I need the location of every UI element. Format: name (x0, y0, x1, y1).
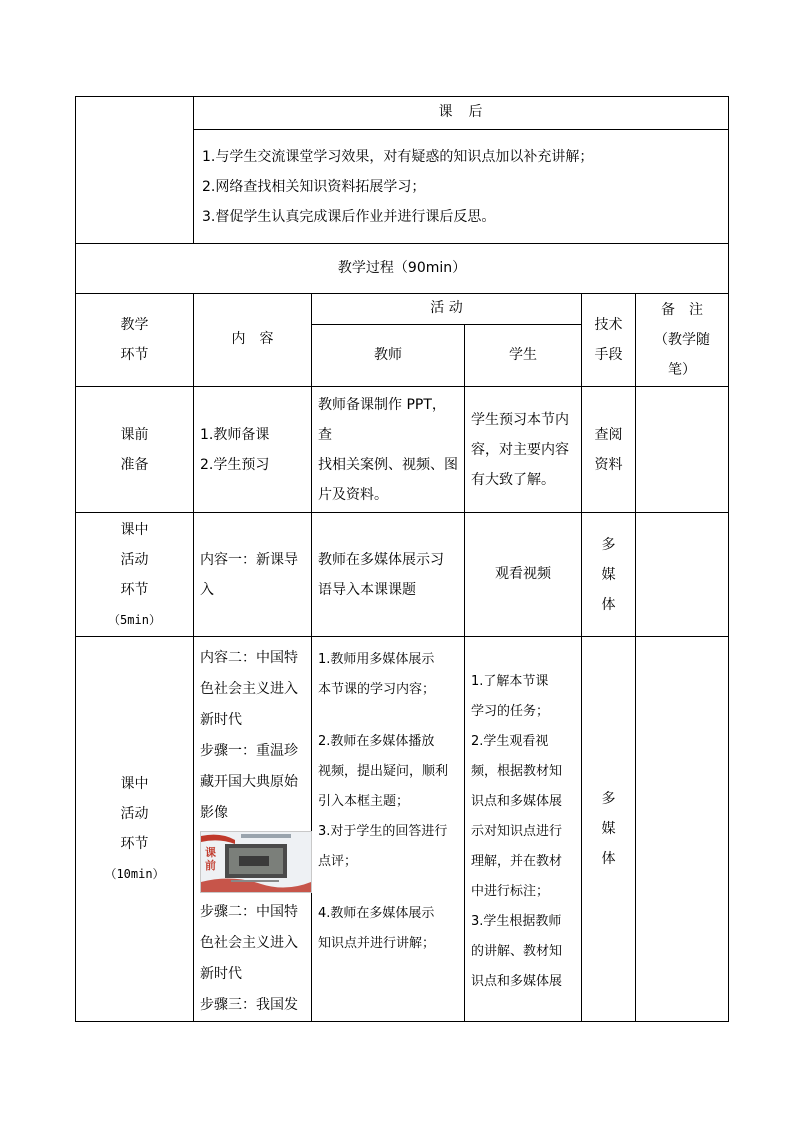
spacer (318, 705, 458, 727)
stage-line: 活动 (120, 551, 149, 568)
after-class-item: 2.网络查找相关知识资料拓展学习； (202, 178, 426, 195)
notes-cell (636, 637, 729, 1022)
content-line: 色社会主义进入 (200, 935, 298, 951)
after-class-blank-cell (76, 97, 194, 244)
teacher-line: 2.教师在多媒体播放 (318, 734, 435, 749)
student-line: 理解，并在教材 (471, 854, 563, 869)
stage-line: 活动 (120, 806, 149, 822)
notes-cell (636, 513, 729, 637)
content-line: 新时代 (200, 966, 242, 982)
student-line: 3.学生根据教师 (471, 914, 562, 929)
header-stage-line: 教学 (120, 317, 149, 333)
student-line: 容，对主要内容 (471, 441, 569, 458)
spacer (318, 877, 458, 899)
stage-line: 环节 (120, 836, 149, 852)
header-content: 内 容 (194, 294, 312, 387)
content-line: 入 (200, 581, 214, 598)
stage-line: 准备 (120, 456, 149, 473)
header-teacher: 教师 (312, 325, 465, 387)
video-thumbnail-graphic (201, 832, 311, 892)
content-line: 步骤二：中国特 (200, 904, 298, 920)
tech-cell (582, 387, 636, 513)
tech-line: 查阅 (594, 426, 623, 443)
teacher-line: 1.教师用多媒体展示 (318, 652, 435, 667)
header-tech-line: 技术 (594, 317, 623, 333)
teacher-line: 语导入本课课题 (318, 581, 416, 598)
stage-line: 环节 (120, 581, 149, 598)
content-line: 藏开国大典原始 (200, 774, 298, 790)
tech-line: 媒 (601, 821, 616, 837)
teacher-cell (312, 513, 465, 637)
teacher-line: 知识点并进行讲解； (318, 936, 436, 951)
student-line: 中进行标注； (471, 884, 550, 899)
teacher-line: 教师备课制作 PPT，查 (318, 396, 446, 443)
student-line: 有大致了解。 (471, 471, 555, 488)
student-line: 2.学生观看视 (471, 734, 549, 749)
student-line: 学生预习本节内 (471, 411, 569, 428)
content-line: 1.教师备课 (200, 426, 270, 443)
after-class-item: 1.与学生交流课堂学习效果，对有疑惑的知识点加以补充讲解； (202, 148, 594, 165)
tech-line: 媒 (601, 566, 616, 583)
header-stage (76, 294, 194, 387)
student-line: 的讲解、教材知 (471, 944, 563, 959)
stage-line: 课前 (120, 426, 149, 443)
student-line: 1.了解本节课 (471, 674, 549, 689)
tech-cell (582, 513, 636, 637)
stage-cell (76, 387, 194, 513)
student-cell (465, 513, 582, 637)
header-notes (636, 294, 729, 387)
stage-line: 课中 (120, 776, 149, 792)
content-line: 影像 (200, 805, 228, 821)
content-line: 2.学生预习 (200, 456, 270, 473)
content-line: 新时代 (200, 712, 242, 728)
student-line: 频，根据教材知 (471, 764, 563, 779)
after-class-item: 3.督促学生认真完成课后作业并进行课后反思。 (202, 208, 496, 225)
teacher-line: 4.教师在多媒体展示 (318, 906, 435, 921)
header-activity: 活 动 (312, 294, 582, 325)
process-title: 教学过程（90min） (76, 244, 729, 294)
content-cell (194, 387, 312, 513)
stage-line: （5min） (108, 612, 161, 627)
header-notes-line: 备 注 (661, 302, 704, 318)
stage-line: 课中 (120, 521, 149, 538)
teacher-line: 3.对于学生的回答进行 (318, 824, 448, 839)
tech-line: 体 (601, 596, 616, 613)
student-line: 识点和多媒体展 (471, 794, 563, 809)
student-cell (465, 387, 582, 513)
content-cell (194, 513, 312, 637)
tech-line: 多 (601, 536, 616, 553)
content-line: 步骤三：我国发 (200, 997, 298, 1013)
thumbnail-label: 课前 (205, 846, 216, 872)
teacher-cell (312, 387, 465, 513)
content-line: 内容二：中国特 (200, 650, 298, 666)
content-line: 内容一：新课导 (200, 551, 298, 568)
teacher-cell (312, 637, 465, 1022)
header-stage-line: 环节 (120, 347, 149, 363)
header-notes-line: （教学随 (654, 332, 711, 348)
tech-line: 资料 (594, 456, 623, 473)
tech-cell (582, 637, 636, 1022)
teacher-line: 视频，提出疑问，顺利 (318, 764, 449, 779)
tech-line: 体 (601, 851, 616, 867)
header-notes-line: 笔） (668, 362, 697, 378)
after-class-header: 课 后 (194, 97, 729, 130)
stage-line: （10min） (104, 867, 165, 881)
stage-cell (76, 513, 194, 637)
student-line: 观看视频 (495, 565, 551, 582)
header-tech-line: 手段 (594, 347, 623, 363)
tech-line: 多 (601, 791, 616, 807)
content-line: 步骤一：重温珍 (200, 743, 298, 759)
content-cell (194, 637, 312, 1022)
after-class-items (194, 130, 729, 244)
content-line: 色社会主义进入 (200, 681, 298, 697)
teacher-line: 找相关案例、视频、图 (318, 456, 458, 473)
student-line: 示对知识点进行 (471, 824, 563, 839)
video-thumbnail-image (200, 831, 312, 893)
teacher-line: 本节课的学习内容； (318, 682, 436, 697)
header-student: 学生 (465, 325, 582, 387)
teacher-line: 点评； (318, 854, 358, 869)
teacher-line: 片及资料。 (318, 486, 388, 503)
student-line: 识点和多媒体展 (471, 974, 563, 989)
student-line: 学习的任务； (471, 704, 550, 719)
header-tech (582, 294, 636, 387)
teacher-line: 引入本框主题； (318, 794, 410, 809)
teacher-line: 教师在多媒体展示习 (318, 551, 444, 568)
stage-cell (76, 637, 194, 1022)
notes-cell (636, 387, 729, 513)
lesson-plan-table (75, 96, 729, 1022)
student-cell (465, 637, 582, 1022)
